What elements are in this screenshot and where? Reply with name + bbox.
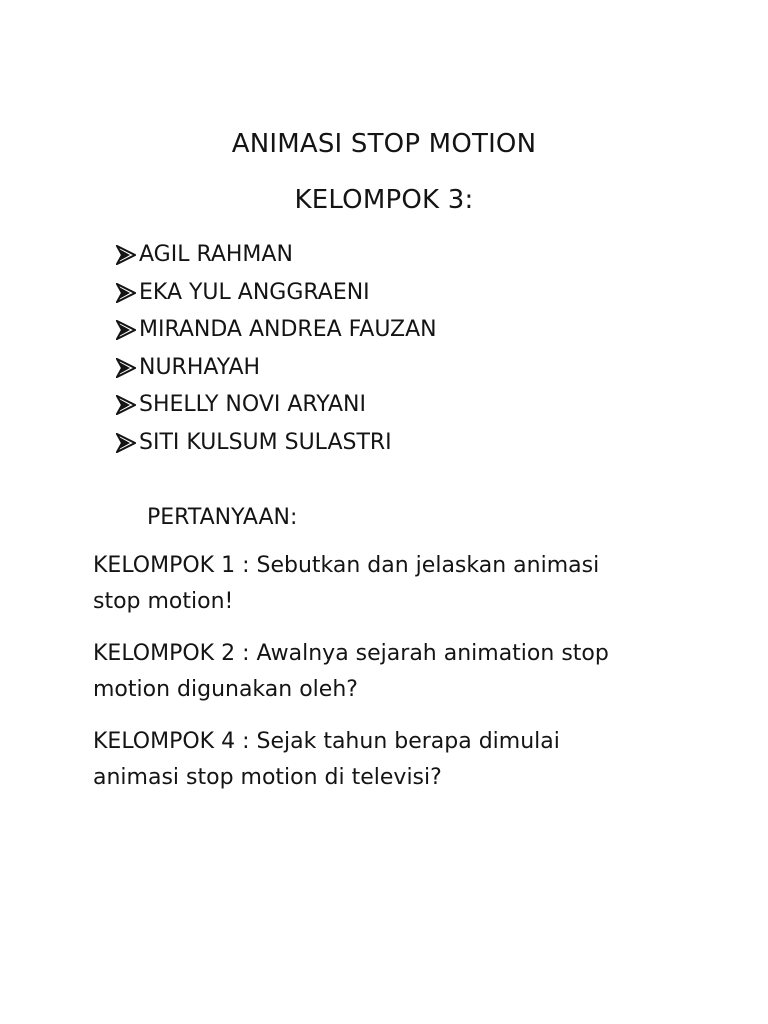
list-item xyxy=(116,274,437,312)
arrowhead-bullet-icon xyxy=(116,274,139,312)
question-line: KELOMPOK 1 : Sebutkan dan jelaskan animasi xyxy=(93,553,600,578)
list-item xyxy=(116,349,437,387)
question-line: KELOMPOK 2 : Awalnya sejarah animation stop xyxy=(93,641,609,666)
questions-label: PERTANYAAN: xyxy=(147,505,298,530)
question-line: motion digunakan oleh? xyxy=(93,677,358,702)
group-heading: KELOMPOK 3: xyxy=(294,185,474,215)
question-item xyxy=(93,724,653,796)
arrowhead-bullet-icon xyxy=(116,236,139,274)
arrowhead-bullet-icon xyxy=(116,424,139,462)
arrowhead-bullet-icon xyxy=(116,386,139,424)
list-item xyxy=(116,424,437,462)
arrowhead-bullet-icon xyxy=(116,349,139,387)
list-item xyxy=(116,386,437,424)
question-line: KELOMPOK 4 : Sejak tahun berapa dimulai xyxy=(93,729,560,754)
document-title: ANIMASI STOP MOTION xyxy=(231,129,537,159)
member-name: EKA YUL ANGGRAENI xyxy=(139,279,370,305)
arrowhead-bullet-icon xyxy=(116,311,139,349)
question-item xyxy=(93,548,653,620)
question-line: stop motion! xyxy=(93,589,234,614)
question-line: animasi stop motion di televisi? xyxy=(93,765,442,790)
question-item xyxy=(93,636,653,708)
member-name: MIRANDA ANDREA FAUZAN xyxy=(139,317,437,343)
member-name: SITI KULSUM SULASTRI xyxy=(139,429,392,455)
member-list xyxy=(116,236,437,462)
list-item xyxy=(116,236,437,274)
member-name: SHELLY NOVI ARYANI xyxy=(139,392,367,418)
member-name: AGIL RAHMAN xyxy=(139,242,293,267)
list-item xyxy=(116,311,437,349)
member-name: NURHAYAH xyxy=(139,354,261,380)
